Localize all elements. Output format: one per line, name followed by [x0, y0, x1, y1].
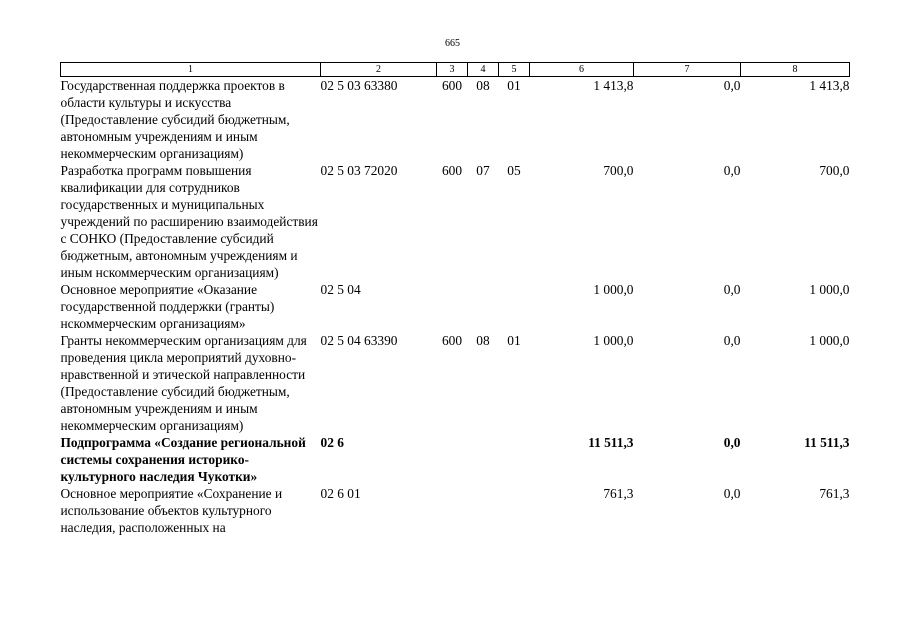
amount-col8: 1 000,0 [809, 333, 850, 348]
column-header: 3 [437, 63, 468, 77]
expense-type: 600 [441, 333, 463, 348]
table-row [61, 332, 850, 434]
expense-type [437, 434, 468, 485]
subsection-code: 01 [507, 78, 521, 93]
column-header: 4 [468, 63, 499, 77]
amount-col8: 700,0 [819, 163, 850, 178]
column-header: 2 [321, 63, 437, 77]
amount-col6: 761,3 [603, 486, 634, 501]
amount-col6: 1 000,0 [593, 333, 634, 348]
classification-code: 02 5 04 63390 [320, 333, 398, 348]
classification-code: 02 5 03 63380 [320, 78, 398, 93]
amount-col7: 0,0 [723, 333, 741, 348]
amount-col6: 1 000,0 [593, 282, 634, 297]
column-header: 6 [530, 63, 634, 77]
expense-type [437, 485, 468, 536]
amount-col8: 11 511,3 [804, 435, 850, 450]
amount-col8: 1 000,0 [809, 282, 850, 297]
column-header: 8 [741, 63, 850, 77]
column-header: 5 [499, 63, 530, 77]
classification-code: 02 5 04 [320, 282, 361, 297]
column-header: 7 [634, 63, 741, 77]
expense-type: 600 [441, 163, 463, 178]
item-name: Основное мероприятие «Сохранение и использование объектов культурного наследия, расположенных на [60, 486, 283, 535]
subsection-code: 05 [507, 163, 521, 178]
amount-col6: 1 413,8 [593, 78, 634, 93]
section-code: 07 [476, 163, 490, 178]
subsection-code: 01 [507, 333, 521, 348]
table-row [61, 281, 850, 332]
table-row [61, 77, 850, 163]
table-row-subprogram [61, 434, 850, 485]
classification-code: 02 5 03 72020 [320, 163, 398, 178]
amount-col6: 11 511,3 [588, 435, 634, 450]
classification-code: 02 6 [320, 435, 344, 450]
amount-col7: 0,0 [723, 78, 741, 93]
item-name: Государственная поддержка проектов в области культуры и искусства (Предоставление субсидий бюджетным, автономным учреждениям и иным некоммерческим организациям) [60, 78, 290, 161]
section-code: 08 [476, 78, 490, 93]
amount-col8: 761,3 [819, 486, 850, 501]
table-row [61, 485, 850, 536]
amount-col7: 0,0 [723, 486, 741, 501]
budget-table [60, 62, 850, 536]
item-name: Подпрограмма «Создание региональной системы сохранения историко-культурного наследия Чукотки» [60, 435, 306, 484]
item-name: Гранты некоммерческим организациям для проведения цикла мероприятий духовно-нравственной и этической направленности (Предоставление субсидий бюджетным, автономным учреждениям и иным некоммерческим организациям) [60, 333, 307, 433]
classification-code: 02 6 01 [320, 486, 361, 501]
table-row [61, 162, 850, 281]
subsection-code [499, 434, 530, 485]
section-code: 08 [476, 333, 490, 348]
item-name: Основное мероприятие «Оказание государственной поддержки (гранты) нскоммерческим организациям» [60, 282, 275, 331]
section-code [468, 485, 499, 536]
subsection-code [499, 485, 530, 536]
amount-col7: 0,0 [723, 282, 741, 297]
expense-type: 600 [441, 78, 463, 93]
amount-col7: 0,0 [723, 163, 741, 178]
expense-type [437, 281, 468, 332]
amount-col8: 1 413,8 [809, 78, 850, 93]
subsection-code [499, 281, 530, 332]
column-number-row [61, 63, 850, 77]
page-number: 665 [445, 38, 460, 49]
amount-col7: 0,0 [723, 435, 741, 450]
amount-col6: 700,0 [603, 163, 634, 178]
item-name: Разработка программ повышения квалификации для сотрудников государственных и муниципальных учреждений по расширению взаимодействия с СОНКО (Предоставление субсидий бюджетным, автономным учреждениям и иным нскоммерческим организациям) [60, 163, 318, 280]
section-code [468, 434, 499, 485]
section-code [468, 281, 499, 332]
column-header: 1 [61, 63, 321, 77]
